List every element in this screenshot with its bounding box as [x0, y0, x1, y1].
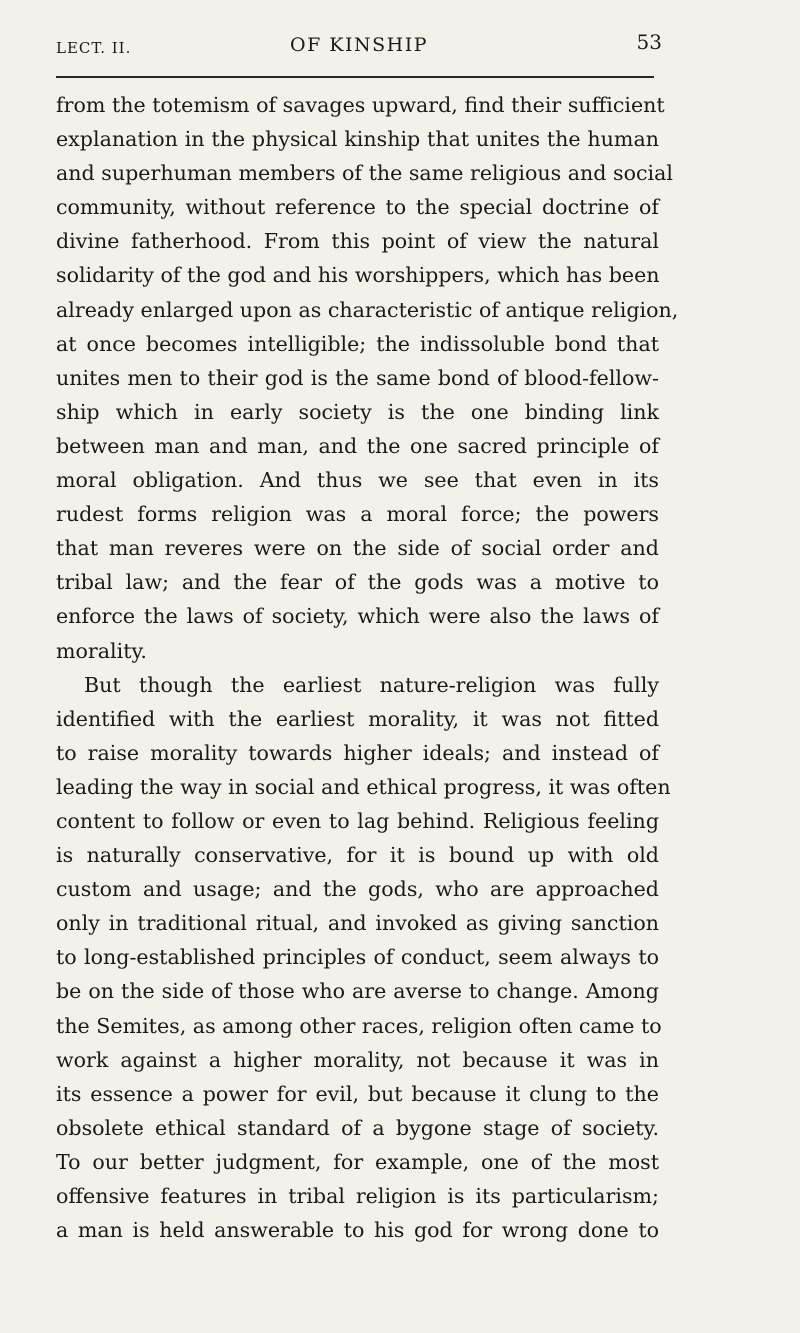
page-title: OF KINSHIP	[290, 34, 428, 56]
text-line: offensive features in tribal religion is its particularism;	[56, 1184, 659, 1208]
text-line: leading the way in social and ethical progress, it was often	[56, 774, 671, 799]
text-line: rudest forms religion was a moral force; the powers	[56, 502, 659, 527]
text-line: morality.	[56, 638, 147, 663]
text-line: and superhuman members of the same religious and social	[56, 161, 673, 186]
text-line: explanation in the physical kinship that unites the human	[56, 127, 659, 152]
text-line: the Semites, as among other races, religion often came to	[56, 1013, 662, 1038]
page-number: 53	[636, 30, 662, 54]
text-line: unites men to their god is the same bond of blood-fellow-	[56, 365, 659, 390]
text-line: moral obligation. And thus we see that even in its	[56, 468, 659, 493]
text-line: enforce the laws of society, which were also the laws of	[56, 604, 659, 629]
paragraph	[56, 668, 671, 1248]
text-line: be on the side of those who are averse to change. Among	[56, 979, 659, 1004]
text-line: obsolete ethical standard of a bygone stage of society.	[56, 1115, 659, 1140]
text-line: community, without reference to the special doctrine of	[56, 195, 659, 220]
text-line: To our better judgment, for example, one of the most	[56, 1149, 659, 1174]
running-head	[56, 30, 662, 64]
text-line: ship which in early society is the one binding link	[56, 399, 659, 424]
text-line: already enlarged upon as characteristic of antique religion,	[56, 297, 679, 322]
text-line: a man is held answerable to his god for wrong done to	[56, 1218, 659, 1243]
text-line: only in traditional ritual, and invoked as giving sanction	[56, 911, 659, 936]
header-rule	[56, 76, 654, 78]
text-line: custom and usage; and the gods, who are approached	[56, 877, 659, 902]
paragraph	[56, 88, 679, 668]
text-line: solidarity of the god and his worshippers, which has been	[56, 263, 660, 288]
text-line: at once becomes intelligible; the indissoluble bond that	[56, 331, 659, 356]
text-line: is naturally conservative, for it is bound up with old	[56, 843, 659, 868]
text-line: divine fatherhood. From this point of view the natural	[56, 229, 659, 254]
body-text	[56, 88, 679, 1247]
text-line: between man and man, and the one sacred principle of	[56, 433, 659, 458]
lecture-label: LECT. II.	[56, 39, 132, 57]
text-line: tribal law; and the fear of the gods was a motive to	[56, 570, 659, 595]
text-line: from the totemism of savages upward, find their sufficient	[56, 93, 665, 117]
text-line: to long-established principles of conduct, seem always to	[56, 945, 659, 970]
text-line: content to follow or even to lag behind. Religious feeling	[56, 808, 659, 833]
text-line: to raise morality towards higher ideals; and instead of	[56, 740, 659, 765]
text-line: But though the earliest nature-religion was fully	[84, 672, 659, 697]
text-line: work against a higher morality, not because it was in	[56, 1047, 659, 1072]
text-line: that man reveres were on the side of social order and	[56, 536, 659, 561]
text-line: identified with the earliest morality, it was not fitted	[56, 706, 659, 731]
text-line: its essence a power for evil, but because it clung to the	[56, 1081, 659, 1106]
